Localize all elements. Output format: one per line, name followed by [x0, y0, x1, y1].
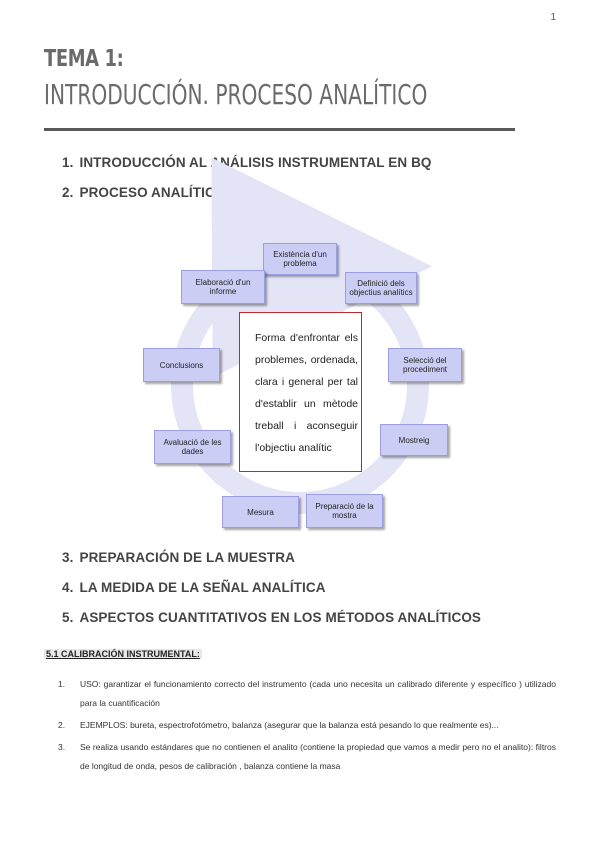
list-text: Se realiza usando estándares que no contienen el analito (contiene la propiedad que vamos a medir pero no el analito): filtros de longitud de onda, pesos de calibración , balanza contiene la masa: [80, 742, 556, 771]
section-text: ASPECTOS CUANTITATIVOS EN LOS MÉTODOS ANALÍTICOS: [79, 610, 482, 625]
page-title-line-1: TEMA 1:: [44, 46, 124, 72]
list-text: USO: garantizar el funcionamiento correcto del instrumento (cada uno necesita un calibrado diferente y específico ) utilizado para la cuantificación: [80, 679, 556, 708]
diagram-node-conclusions: Conclusions: [143, 348, 220, 382]
section-heading-4: [62, 580, 326, 595]
section-heading-5: [62, 610, 481, 625]
diagram-node-sample-preparation: Preparació de la mostra: [306, 494, 383, 528]
list-item: [44, 675, 556, 713]
section-number: 5.: [62, 610, 74, 625]
diagram-node-report: Elaboració d'un informe: [181, 270, 265, 304]
subsection-heading: 5.1 CALIBRACIÓN INSTRUMENTAL:: [46, 649, 200, 659]
diagram-node-procedure: Selecció del procediment: [388, 348, 462, 382]
section-text: INTRODUCCIÓN AL ANÁLISIS INSTRUMENTAL EN BQ: [79, 155, 432, 170]
diagram-node-measurement: Mesura: [222, 496, 299, 528]
list-item: [44, 738, 556, 776]
list-number: 2.: [58, 720, 66, 730]
section-number: 4.: [62, 580, 74, 595]
section-text: PREPARACIÓN DE LA MUESTRA: [79, 550, 295, 565]
page-title-line-2: INTRODUCCIÓN. PROCESO ANALÍTICO: [44, 78, 428, 111]
diagram-node-sampling: Mostreig: [380, 424, 448, 456]
section-heading-3: [62, 550, 295, 565]
diagram-node-problem: Existència d'un problema: [263, 243, 337, 275]
section-text: LA MEDIDA DE LA SEÑAL ANALÍTICA: [79, 580, 326, 595]
section-number: 2.: [62, 185, 74, 200]
diagram-node-objectives: Definició dels objectius analítics: [345, 272, 417, 304]
page-number: 1: [550, 12, 556, 23]
section-number: 1.: [62, 155, 74, 170]
list-text: EJEMPLOS: bureta, espectrofotómetro, balanza (asegurar que la balanza está pesando lo que realmente es)...: [80, 720, 499, 730]
diagram-node-data-evaluation: Avaluació de les dades: [154, 430, 231, 464]
list-item: [44, 716, 556, 735]
calibration-list: [44, 675, 556, 779]
section-number: 3.: [62, 550, 74, 565]
diagram-definition-box: Forma d'enfrontar els problemes, ordenada, clara i general per tal d'establir un mètode treball i aconseguir l'objectiu analític: [239, 312, 362, 472]
list-number: 3.: [58, 742, 66, 752]
section-text: PROCESO ANALÍTICO: [79, 185, 226, 200]
list-number: 1.: [58, 679, 66, 689]
